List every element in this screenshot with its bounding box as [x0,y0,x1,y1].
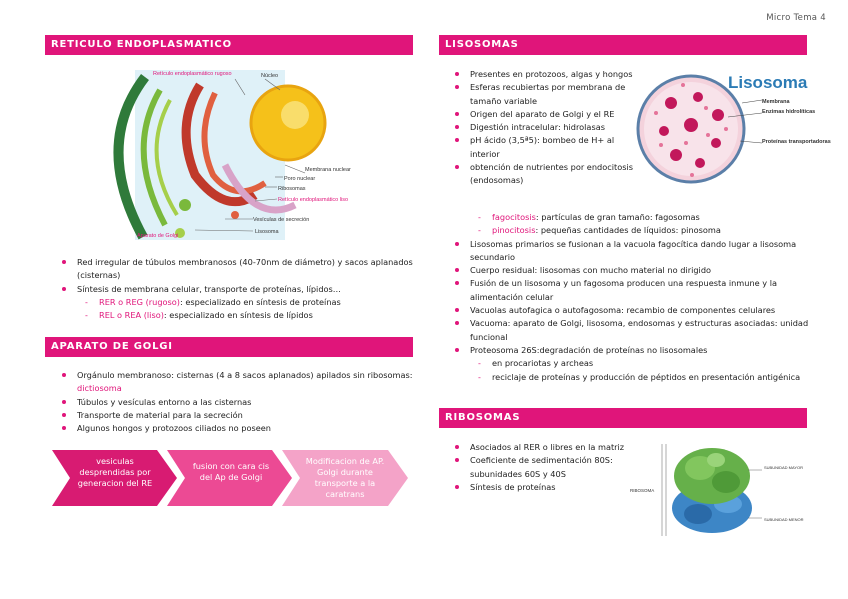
list-item: Digestión intracelular: hidrolasas [448,121,638,134]
label-membrana: Membrana nuclear [305,167,351,173]
golgi-bullet-list [55,369,415,435]
lysosome-figure [636,63,831,191]
enzyme-shape [659,126,669,136]
page-header-title: Micro Tema 4 [766,13,826,23]
list-item: Vacuoma: aparato de Golgi, lisosoma, endosomas y estructuras asociadas: unidad funcional [448,317,810,344]
list-item: Lisosomas primarios se fusionan a la vacuola fagocítica dando lugar a lisosoma secundario [448,238,810,265]
ribosome-label-left: RIBOSOMA [630,488,655,493]
ribosome-label-bottom: SUBUNIDAD MENOR [764,517,804,522]
list-item: Esferas recubiertas por membrana de tamaño variable [448,81,638,108]
vesicle-shape [231,211,239,219]
list-item: - reciclaje de proteínas y producción de péptidos en presentación antigénica [448,371,810,384]
vesicle-shape [179,199,191,211]
label-lisosoma: Lisosoma [255,229,279,235]
label-golgi: Aparato de Golgi [137,233,179,239]
enzyme-shape [712,109,724,121]
flow-step-1-text: vesiculas desprendidas por generacion del RE [77,456,153,488]
enzyme-shape [711,138,721,148]
endoplasmic-reticulum-figure [105,65,375,245]
lysosome-label-membrana: Membrana [762,99,790,105]
golgi-process-flow [52,450,412,506]
lisosomas-bullet-list-bottom [448,211,810,384]
lisosomas-bullet-list-top [448,68,638,188]
list-item: Algunos hongos y protozoos ciliados no poseen [55,422,415,435]
list-item: Síntesis de membrana celular, transporte de proteínas, lípidos… [55,283,415,296]
enzyme-shape [670,149,682,161]
list-item: Presentes en protozoos, algas y hongos [448,68,638,81]
list-item: - en procariotas y archeas [448,357,810,370]
list-item: Transporte de material para la secreción [55,409,415,422]
lysosome-label-proteinas: Proteínas transportadoras [762,139,831,145]
label-rer: Retículo endoplasmático rugoso [153,71,232,77]
list-item: - pinocitosis: pequeñas cantidades de líquidos: pinosoma [448,224,810,237]
label-ribosomas: Ribosomas [278,186,306,192]
list-item: Túbulos y vesículas entorno a las cisternas [55,396,415,409]
enzyme-shape [684,118,698,132]
list-item: Cuerpo residual: lisosomas con mucho material no dirigido [448,264,810,277]
ribosome-figure [630,440,805,552]
nucleolus-shape [281,101,309,129]
section-title-reticulo: RETICULO ENDOPLASMATICO [45,35,413,55]
ribosomas-bullet-list [448,441,648,494]
enzyme-shape [693,92,703,102]
label-nucleo: Núcleo [261,73,279,79]
list-item: Proteosoma 26S:degradación de proteínas no lisosomales [448,344,810,357]
label-poro: Poro nuclear [284,176,316,182]
section-title-golgi: APARATO DE GOLGI [45,337,413,357]
flow-step-2-text: fusion con cara cis del Ap de Golgi [192,461,270,482]
list-item: - REL o REA (liso): especializado en síntesis de lípidos [55,309,415,322]
list-item: Red irregular de túbulos membranosos (40-70nm de diámetro) y sacos aplanados (cisternas) [55,256,415,283]
label-rel: Retículo endoplasmático liso [278,197,349,203]
lysosome-label-enzimas: Enzimas hidrolíticas [762,109,816,115]
list-item: Asociados al RER o libres en la matriz [448,441,648,454]
ribosome-label-top: SUBUNIDAD MAYOR [764,465,804,470]
list-item: - RER o REG (rugoso): especializado en síntesis de proteínas [55,296,415,309]
list-item: Fusión de un lisosoma y un fagosoma producen una respuesta inmune y la alimentación celular [448,277,810,304]
list-item: obtención de nutrientes por endocitosis (endosomas) [448,161,638,188]
enzyme-shape [665,97,677,109]
list-item: Origen del aparato de Golgi y el RE [448,108,638,121]
flow-step-3-text: Modificacion de AP. Golgi durante transporte a la caratrans [305,456,385,499]
list-item: - fagocitosis: partículas de gran tamaño: fagosomas [448,211,810,224]
list-item: Coeficiente de sedimentación 80S: subunidades 60S y 40S [448,454,648,481]
enzyme-shape [695,158,705,168]
section-title-lisosomas: LISOSOMAS [439,35,807,55]
list-item: Orgánulo membranoso: cisternas (4 a 8 sacos aplanados) apilados sin ribosomas: dictiosoma [55,369,415,396]
list-item: pH ácido (3,5ª5): bombeo de H+ al interior [448,134,638,161]
lysosome-figure-title: Lisosoma [728,73,808,92]
reticulo-bullet-list [55,256,415,322]
list-item: Síntesis de proteínas [448,481,648,494]
list-item: Vacuolas autofagica o autofagosoma: recambio de componentes celulares [448,304,810,317]
label-vesiculas: Vesículas de secreción [253,217,310,223]
section-title-ribosomas: RIBOSOMAS [439,408,807,428]
